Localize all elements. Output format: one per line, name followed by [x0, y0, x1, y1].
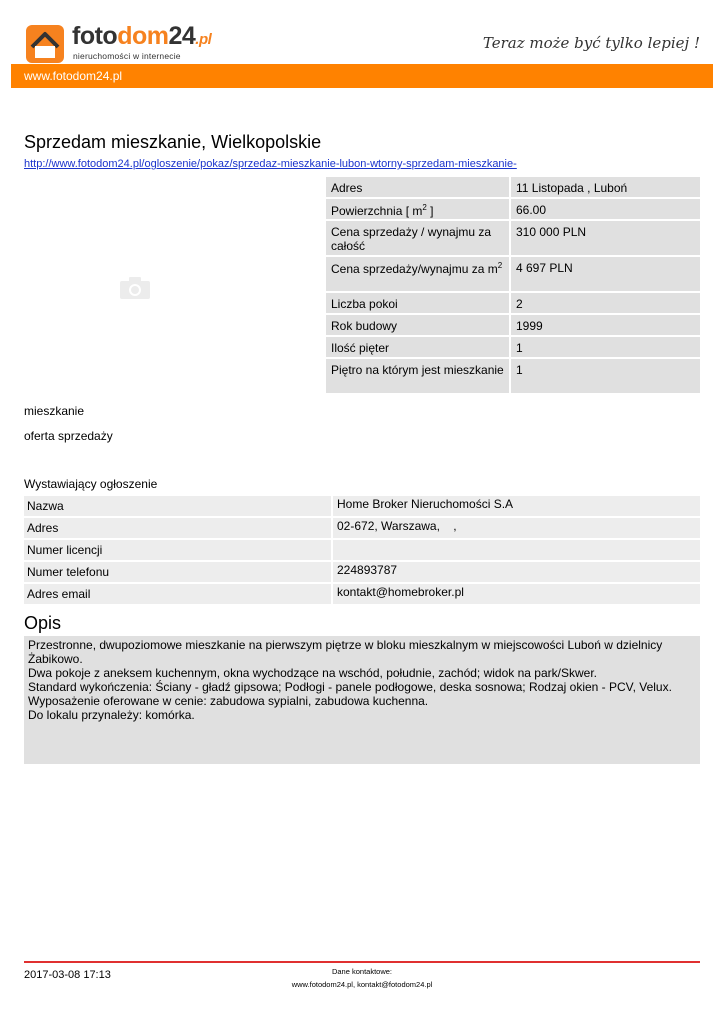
- table-row: [326, 177, 700, 197]
- description-line: Standard wykończenia: Ściany - gładź gipsowa; Podłogi - panele podłogowe, deska sosnowa; Rodzaj okien - PCV, Velux.: [28, 680, 672, 694]
- description-box: [24, 636, 700, 764]
- property-label: Piętro na którym jest mieszkanie: [326, 359, 509, 393]
- publisher-email[interactable]: kontakt@homebroker.pl: [333, 584, 700, 604]
- property-value: 1: [511, 337, 700, 357]
- table-row: [326, 257, 700, 291]
- publisher-value: 224893787: [333, 562, 700, 582]
- property-value: 11 Listopada , Luboń: [511, 177, 700, 197]
- publisher-value: 02-672, Warszawa, ,: [333, 518, 700, 538]
- listing-url-link[interactable]: http://www.fotodom24.pl/ogloszenie/pokaz/sprzedaz-mieszkanie-lubon-wtorny-sprzedam-mieszkanie-: [24, 158, 517, 170]
- publisher-value: Home Broker Nieruchomości S.A: [333, 496, 700, 516]
- publisher-table: [24, 496, 700, 606]
- logo-tagline: nieruchomości w internecie: [73, 51, 181, 61]
- property-label: Rok budowy: [326, 315, 509, 335]
- contact-heading: Dane kontaktowe:: [331, 967, 393, 976]
- listing-title: Sprzedam mieszkanie, Wielkopolskie: [24, 132, 322, 152]
- print-date: 2017-03-08 17:13: [24, 969, 111, 981]
- publisher-heading: Wystawiający ogłoszenie: [24, 477, 158, 491]
- table-row: [24, 540, 700, 560]
- property-label: Adres: [326, 177, 509, 197]
- description-line: Wyposażenie oferowane w cenie: zabudowa sypialni, zabudowa kuchenna.: [28, 694, 429, 708]
- table-row: [24, 562, 700, 582]
- slogan: Teraz może być tylko lepiej !: [482, 34, 700, 52]
- publisher-value: [333, 540, 700, 560]
- publisher-label: Nazwa: [24, 496, 331, 516]
- table-row: [24, 584, 700, 604]
- table-row: [326, 221, 700, 255]
- contact-info: www.fotodom24.pl, kontakt@fotodom24.pl: [291, 980, 433, 989]
- description-line: Do lokalu przynależy: komórka.: [28, 708, 195, 722]
- property-value: 66.00: [511, 199, 700, 219]
- description-line: Dwa pokoje z aneksem kuchennym, okna wychodzące na wschód, południe, zachód; widok na park/Skwer.: [28, 666, 597, 680]
- property-table: [326, 177, 700, 395]
- property-label: Liczba pokoi: [326, 293, 509, 313]
- site-url-link[interactable]: www.fotodom24.pl: [24, 69, 123, 83]
- table-row: [24, 496, 700, 516]
- description-heading: Opis: [24, 613, 62, 633]
- property-label: Cena sprzedaży / wynajmu za całość: [326, 221, 509, 255]
- table-row: [24, 518, 700, 538]
- table-row: [326, 315, 700, 335]
- property-label: Powierzchnia [ $m^2$ ]: [326, 199, 509, 219]
- logo-wordmark: fotodom24.pl: [72, 22, 212, 50]
- property-value: 1: [511, 359, 700, 393]
- property-value: 1999: [511, 315, 700, 335]
- site-url-bar: [11, 64, 713, 88]
- house-icon: [26, 25, 64, 63]
- footer-divider: [24, 961, 700, 963]
- property-value: 2: [511, 293, 700, 313]
- description-line: Przestronne, dwupoziomowe mieszkanie na pierwszym piętrze w bloku mieszkalnym w miejscowości Luboń w dzielnicy Żabikowo.: [28, 638, 663, 666]
- table-row: [326, 199, 700, 219]
- table-row: [326, 359, 700, 393]
- property-value: 310 000 PLN: [511, 221, 700, 255]
- camera-icon: [119, 276, 151, 300]
- property-value: 4 697 PLN: [511, 257, 700, 291]
- table-row: [326, 293, 700, 313]
- publisher-label: Numer licencji: [24, 540, 331, 560]
- table-row: [326, 337, 700, 357]
- site-logo[interactable]: [24, 22, 214, 64]
- property-label: Ilość pięter: [326, 337, 509, 357]
- publisher-label: Adres: [24, 518, 331, 538]
- property-label: Cena sprzedaży/wynajmu za $m^2$: [326, 257, 509, 291]
- publisher-label: Adres email: [24, 584, 331, 604]
- property-type: mieszkanie: [24, 404, 85, 418]
- offer-type: oferta sprzedaży: [24, 429, 113, 443]
- publisher-label: Numer telefonu: [24, 562, 331, 582]
